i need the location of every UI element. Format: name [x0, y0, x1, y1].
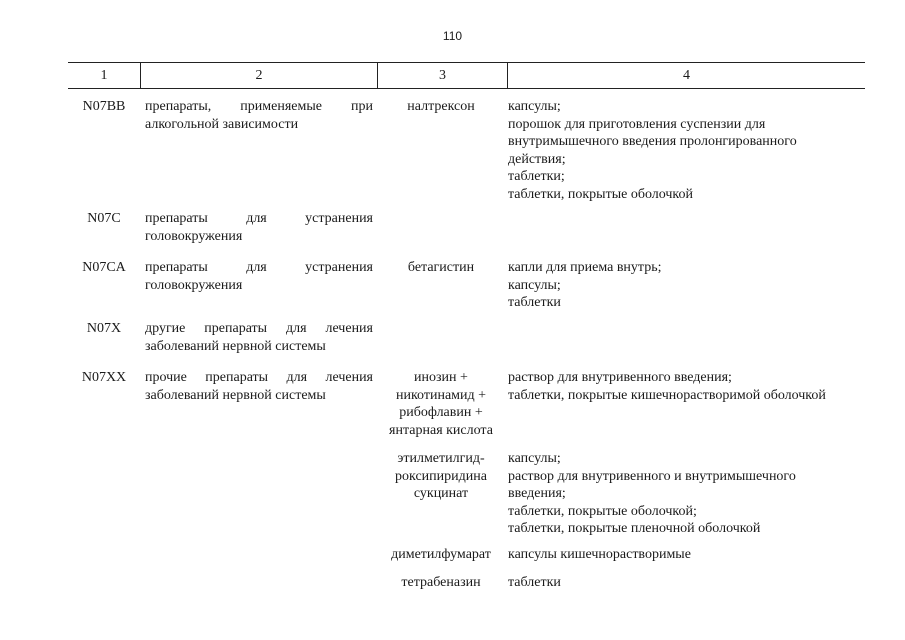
active-substance-line: янтарная кислота [389, 422, 493, 438]
dosage-forms-line: таблетки, покрытые кишечнорастворимой оболочкой [508, 387, 826, 403]
anatomical-group-line: препараты для устранения [145, 260, 373, 275]
active-substance-line: рибофлавин + [399, 405, 483, 420]
active-substance-line: инозин + [414, 370, 468, 385]
active-substance [378, 546, 504, 564]
dosage-forms-line: действия; [508, 151, 566, 167]
active-substance [378, 450, 504, 503]
anatomical-group-line: головокружения [145, 228, 243, 244]
active-substance [378, 259, 504, 277]
anatomical-group [145, 210, 373, 245]
dosage-forms [508, 574, 865, 592]
dosage-forms-line: капсулы; [508, 99, 561, 114]
active-substance [378, 574, 504, 592]
active-substance-line: диметилфумарат [391, 547, 491, 562]
anatomical-group [145, 320, 373, 355]
dosage-forms [508, 98, 865, 203]
active-substance-line: сукцинат [413, 486, 469, 501]
active-substance-line: никотинамид + [395, 387, 487, 403]
dosage-forms-line: таблетки [508, 575, 561, 590]
dosage-forms-line: таблетки; [508, 169, 565, 184]
dosage-forms-line: таблетки, покрытые оболочкой [508, 186, 694, 202]
drug-table [68, 62, 865, 590]
active-substance-line: бетагистин [407, 260, 475, 275]
header-col-2: 2 [255, 68, 263, 83]
anatomical-group-line: препараты для устранения [145, 211, 373, 226]
dosage-forms-line: порошок для приготовления суспензии для [508, 116, 766, 132]
dosage-forms-line: таблетки, покрытые пленочной оболочкой [508, 521, 761, 536]
dosage-forms [508, 546, 865, 564]
atc-code: N07BB [82, 99, 126, 114]
atc-code: N07X [86, 321, 122, 336]
atc-code: N07CA [82, 260, 126, 275]
page-number: 110 [442, 29, 463, 43]
anatomical-group-line: алкогольной зависимости [145, 116, 299, 132]
anatomical-group [145, 98, 373, 133]
dosage-forms-line: раствор для внутривенного введения; [508, 370, 732, 385]
dosage-forms-line: раствор для внутривенного и внутримышечного [508, 468, 796, 484]
anatomical-group-line: заболеваний нервной системы [145, 387, 326, 403]
active-substance [378, 369, 504, 439]
dosage-forms-line: капсулы; [508, 451, 561, 466]
anatomical-group [145, 259, 373, 294]
anatomical-group-line: головокружения [145, 277, 243, 293]
header-col-3: 3 [439, 68, 446, 83]
header-col-1: 1 [100, 68, 108, 83]
header-col-4: 4 [683, 68, 690, 83]
anatomical-group [145, 369, 373, 404]
active-substance [378, 98, 504, 116]
dosage-forms-line: введения; [508, 486, 566, 501]
active-substance-line: тетрабеназин [401, 575, 481, 590]
dosage-forms-line: таблетки [508, 295, 561, 310]
anatomical-group-line: препараты, применяемые при [145, 99, 373, 114]
anatomical-group-line: заболеваний нервной системы [145, 338, 326, 354]
dosage-forms-line: капсулы кишечнорастворимые [508, 547, 691, 562]
atc-code: N07XX [81, 370, 127, 385]
active-substance-line: этилметилгид- [397, 451, 485, 466]
active-substance-line: роксипиридина [395, 468, 487, 484]
table-header-row [68, 62, 865, 89]
dosage-forms [508, 259, 865, 312]
dosage-forms-line: таблетки, покрытые оболочкой; [508, 503, 697, 519]
dosage-forms-line: капли для приема внутрь; [508, 260, 662, 275]
atc-code: N07C [87, 211, 121, 226]
anatomical-group-line: прочие препараты для лечения [145, 370, 373, 385]
dosage-forms-line: внутримышечного введения пролонгированного [508, 134, 797, 149]
active-substance-line: налтрексон [407, 99, 475, 114]
dosage-forms-line: капсулы; [508, 277, 561, 293]
dosage-forms [508, 369, 865, 404]
anatomical-group-line: другие препараты для лечения [145, 321, 373, 336]
dosage-forms [508, 450, 865, 538]
